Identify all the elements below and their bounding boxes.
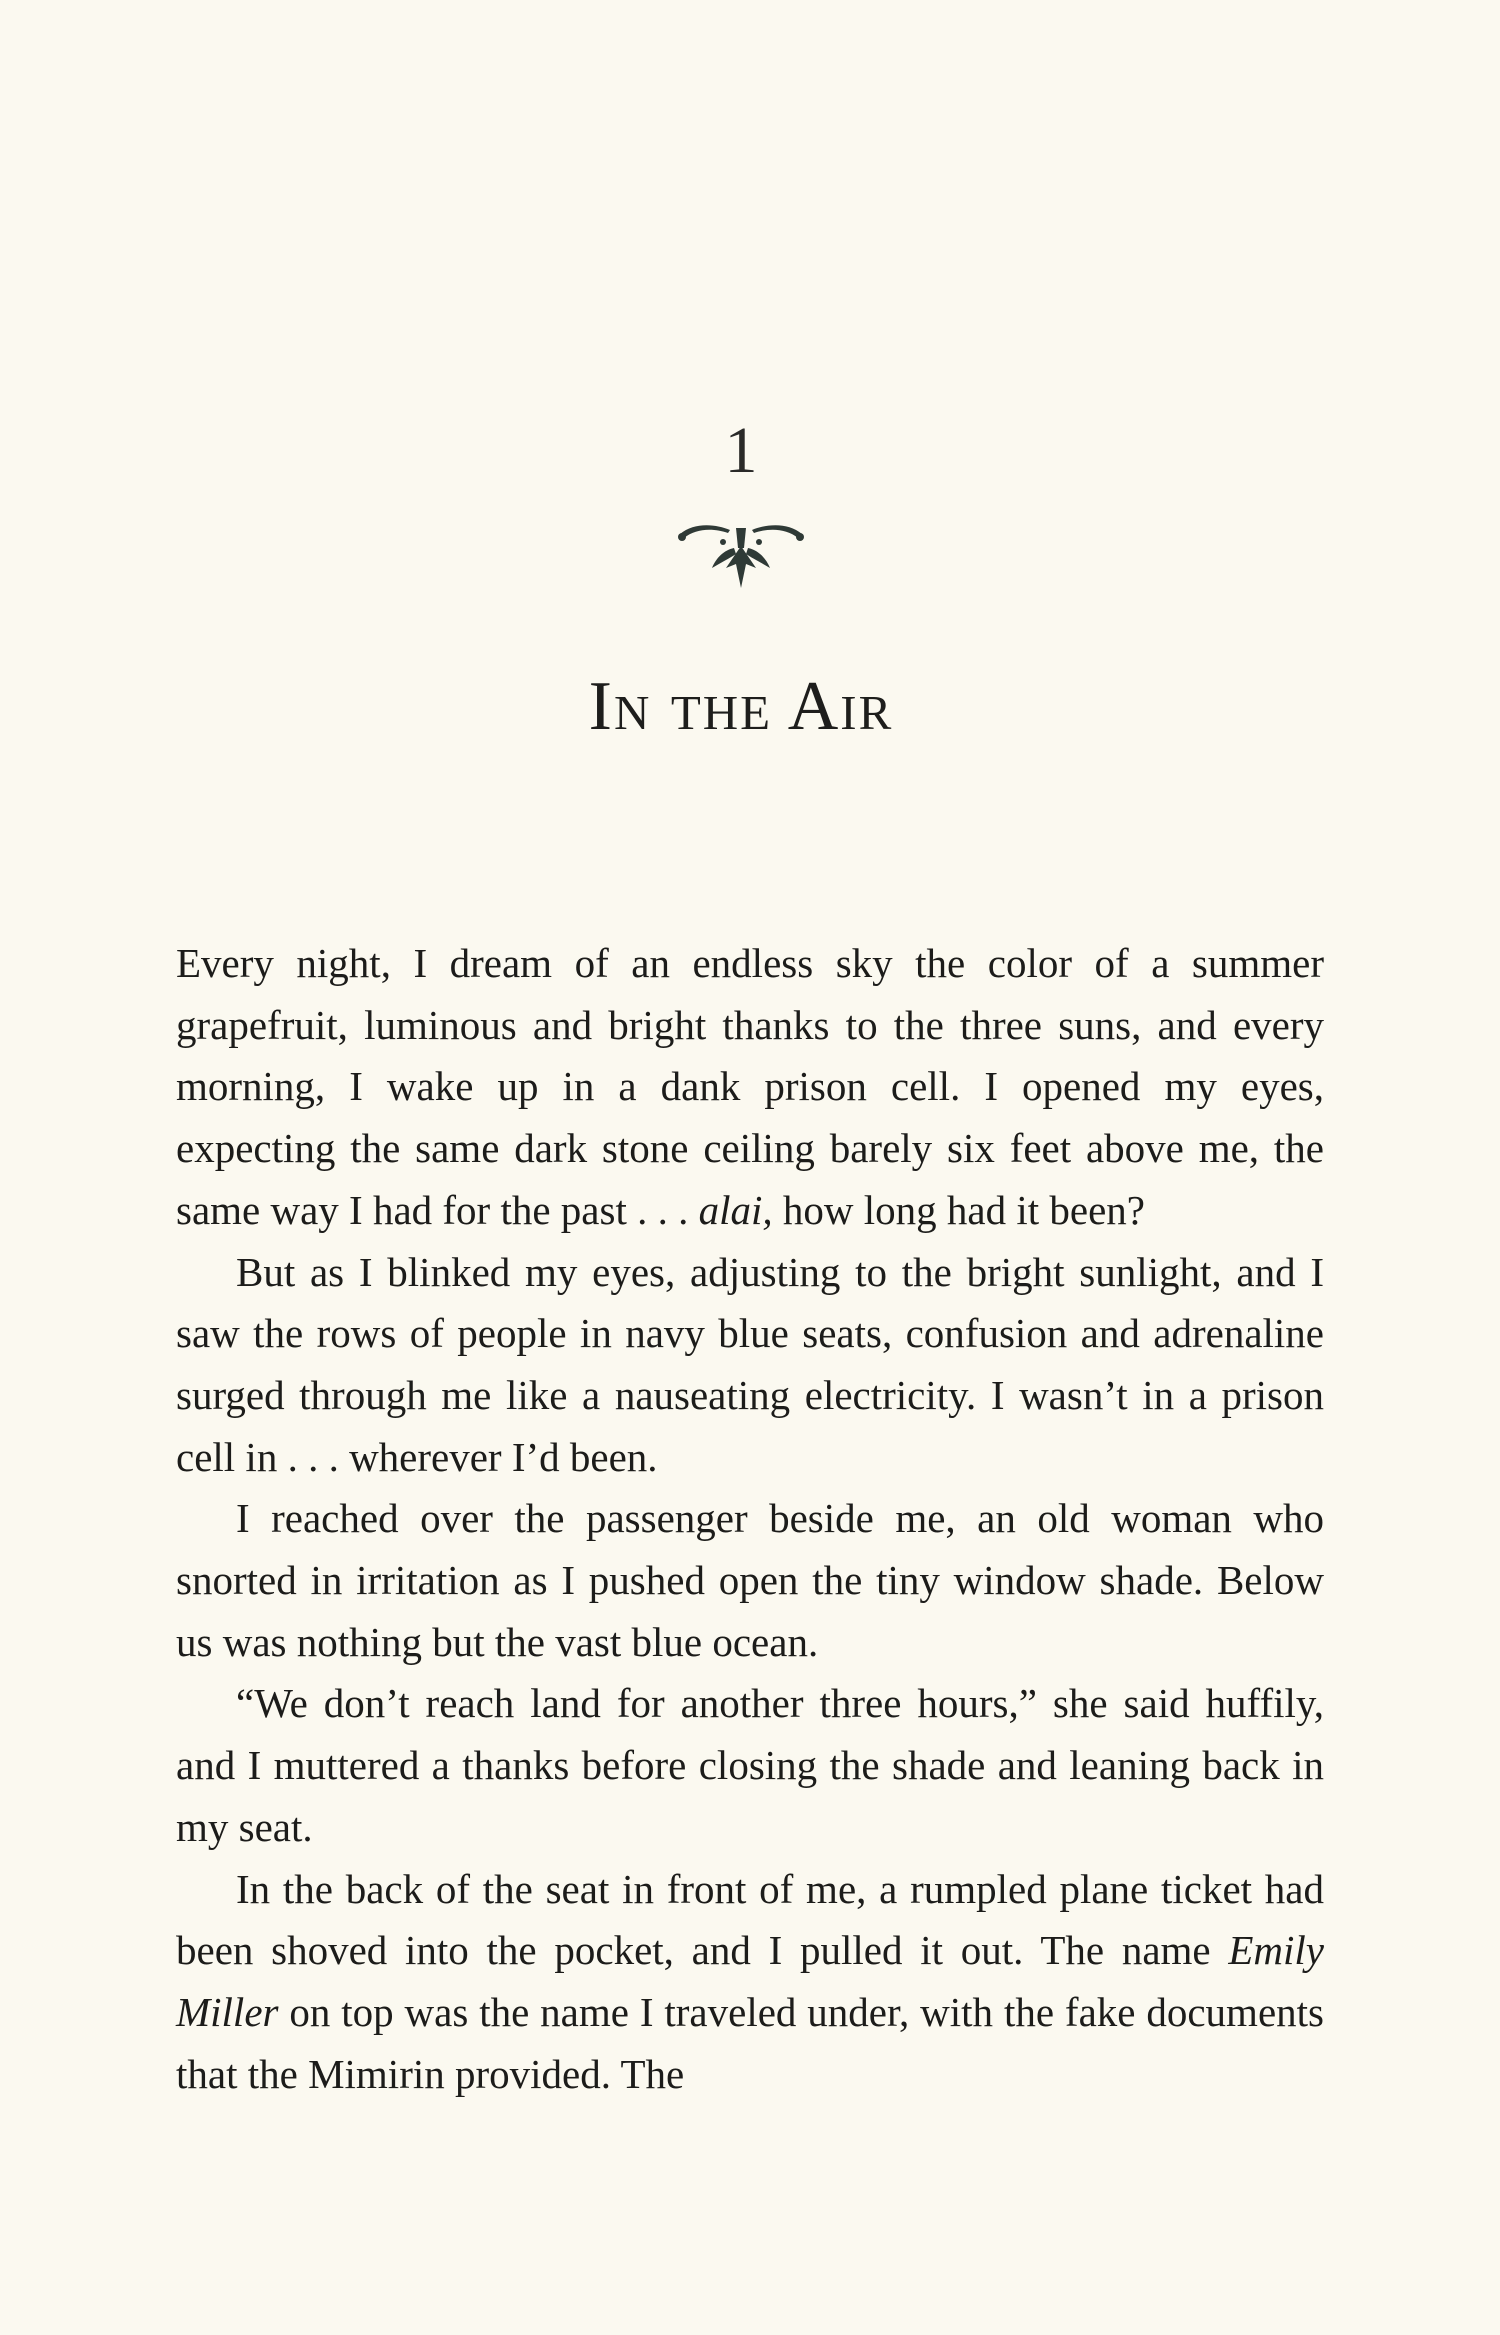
body-text xyxy=(176,933,1324,2105)
paragraph-text: But as I blinked my eyes, adjusting to the bright sunlight, and I saw the rows of people in navy blue seats, confusion and adrenaline surged through me like a nauseating electricity. I wasn’t in a prison cell in . . . wherever I’d been. xyxy=(176,1248,1324,1480)
fleuron-ornament-icon xyxy=(676,518,806,590)
paragraph-text: on top was the name I traveled under, with the fake documents that the Mimirin provided. The xyxy=(176,1988,1324,2097)
paragraph-text: Every night, I dream of an endless sky the color of a summer grapefruit, luminous and bright thanks to the three suns, and every morning, I wake up in a dank prison cell. I opened my eyes, expecting the same dark stone ceiling barely six feet above me, the same way I had for the past . . . xyxy=(176,940,1324,1233)
paragraph xyxy=(176,1488,1324,1673)
chapter-title: In the Air xyxy=(588,668,894,745)
italic-word: alai, xyxy=(698,1186,773,1233)
paragraph xyxy=(176,1673,1324,1858)
italic-name: Emily Miller xyxy=(176,1927,1324,2035)
paragraph xyxy=(176,933,1324,1242)
paragraph xyxy=(176,1859,1324,2106)
paragraph-text: how long had it been? xyxy=(772,1186,1145,1233)
chapter-number: 1 xyxy=(724,414,758,487)
paragraph xyxy=(176,1242,1324,1489)
paragraph-text: In the back of the seat in front of me, a rumpled plane ticket had been shoved into the pocket, and I pulled it out. The name xyxy=(176,1865,1324,1974)
paragraph-text: I reached over the passenger beside me, an old woman who snorted in irritation as I pushed open the tiny window shade. Below us was nothing but the vast blue ocean. xyxy=(176,1495,1324,1665)
paragraph-text: “We don’t reach land for another three hours,” she said huffily, and I muttered a thanks before closing the shade and leaning back in my seat. xyxy=(176,1680,1324,1850)
